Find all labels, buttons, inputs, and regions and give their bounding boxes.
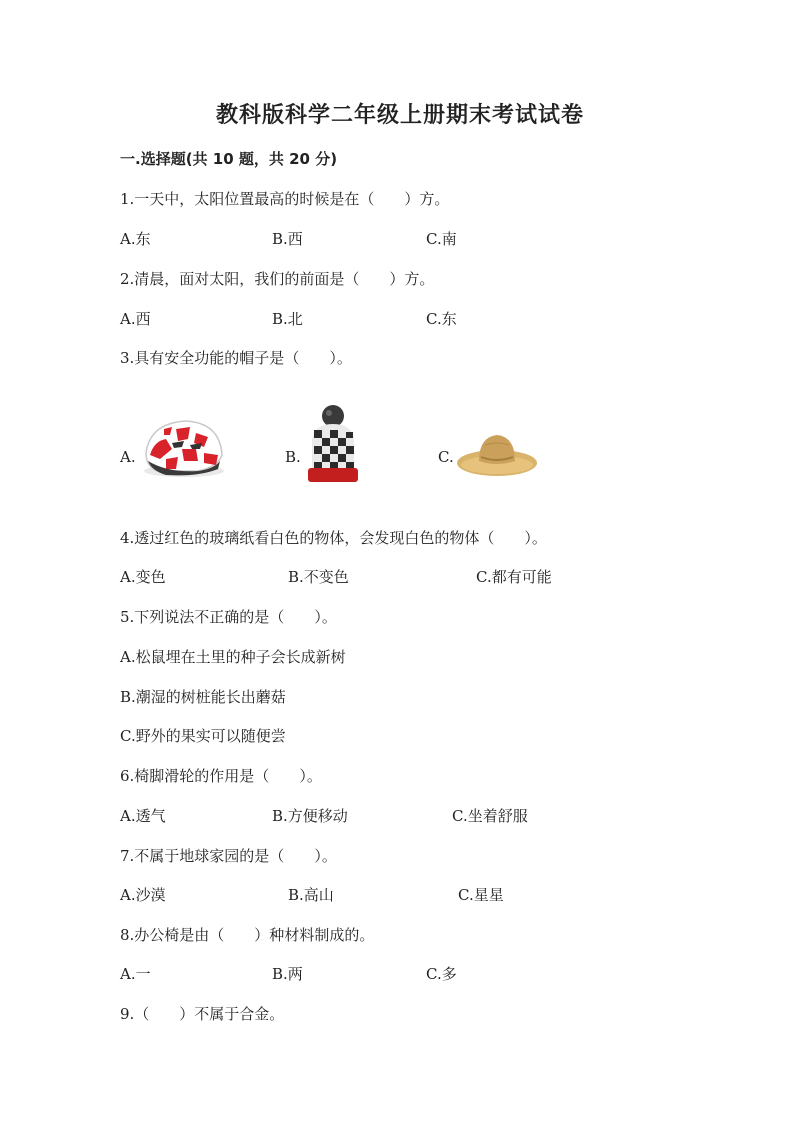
question-8: 8.办公椅是由（ ）种材料制成的。 <box>120 926 375 944</box>
question-4: 4.透过红色的玻璃纸看白色的物体，会发现白色的物体（ ）。 <box>120 529 547 547</box>
q7-option-a[interactable]: A.沙漠 <box>120 886 166 904</box>
q5-option-a[interactable]: A.松鼠埋在土里的种子会长成新树 <box>120 648 346 666</box>
question-9: 9.（ ）不属于合金。 <box>120 1005 285 1023</box>
page-title: 教科版科学二年级上册期末考试试卷 <box>215 102 584 128</box>
question-1: 1.一天中，太阳位置最高的时候是在（ ）方。 <box>120 190 450 208</box>
q2-option-b[interactable]: B.北 <box>272 310 303 328</box>
q1-option-a[interactable]: A.东 <box>120 230 151 248</box>
q7-option-b[interactable]: B.高山 <box>288 886 334 904</box>
q8-option-c[interactable]: C.多 <box>426 965 457 983</box>
question-2: 2.清晨，面对太阳，我们的前面是（ ）方。 <box>120 270 435 288</box>
question-7: 7.不属于地球家园的是（ ）。 <box>120 847 337 865</box>
q3-option-b[interactable]: B. <box>285 448 301 466</box>
q7-option-c[interactable]: C.星星 <box>458 886 504 904</box>
q8-option-a[interactable]: A.一 <box>120 965 151 983</box>
q5-option-c[interactable]: C.野外的果实可以随便尝 <box>120 727 286 745</box>
knit-beanie-image[interactable] <box>302 404 364 484</box>
q3-option-a[interactable]: A. <box>120 448 136 466</box>
q4-option-b[interactable]: B.不变色 <box>288 568 349 586</box>
section-heading: 一.选择题(共 10 题，共 20 分) <box>120 150 338 168</box>
question-5: 5.下列说法不正确的是（ ）。 <box>120 608 337 626</box>
q3-option-c[interactable]: C. <box>438 448 454 466</box>
question-3: 3.具有安全功能的帽子是（ ）。 <box>120 349 352 367</box>
q1-option-b[interactable]: B.西 <box>272 230 303 248</box>
q6-option-a[interactable]: A.透气 <box>120 807 166 825</box>
q1-option-c[interactable]: C.南 <box>426 230 457 248</box>
bicycle-helmet-image[interactable] <box>138 415 228 481</box>
q5-option-b[interactable]: B.潮湿的树桩能长出蘑菇 <box>120 688 286 706</box>
q4-option-c[interactable]: C.都有可能 <box>476 568 552 586</box>
question-6: 6.椅脚滑轮的作用是（ ）。 <box>120 767 322 785</box>
straw-hat-image[interactable] <box>455 427 539 479</box>
q2-option-a[interactable]: A.西 <box>120 310 151 328</box>
q6-option-c[interactable]: C.坐着舒服 <box>452 807 528 825</box>
q8-option-b[interactable]: B.两 <box>272 965 303 983</box>
q4-option-a[interactable]: A.变色 <box>120 568 166 586</box>
q2-option-c[interactable]: C.东 <box>426 310 457 328</box>
q6-option-b[interactable]: B.方便移动 <box>272 807 348 825</box>
